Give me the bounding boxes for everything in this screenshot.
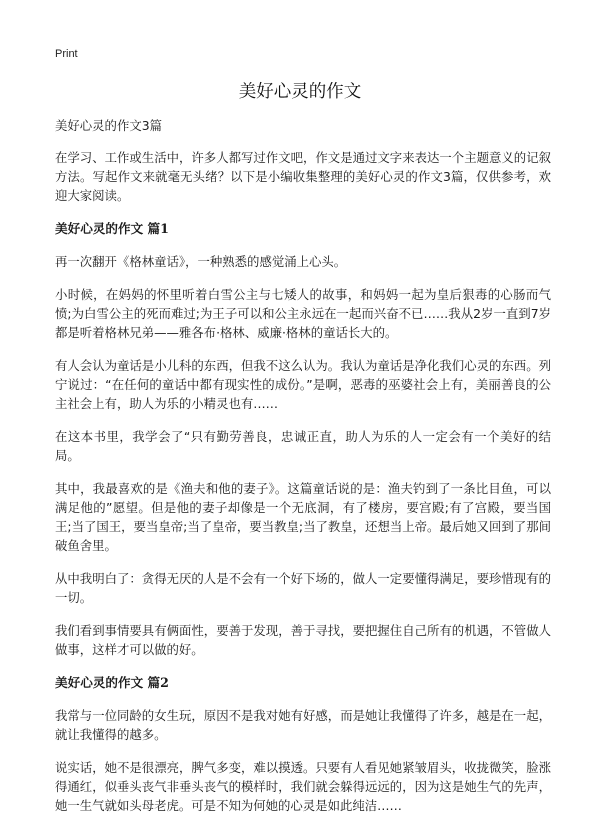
intro-paragraph: 在学习、工作或生活中，许多人都写过作文吧，作文是通过文字来表达一个主题意义的记叙方法。写起作文来就毫无头绪？以下是小编收集整理的美好心灵的作文3篇，仅供参考，欢迎大家阅读。 [55,150,551,203]
print-link[interactable]: Print [55,48,78,60]
paragraph: 再一次翻开《格林童话》，一种熟悉的感觉涌上心头。 [55,254,347,269]
paragraph: 其中，我最喜欢的是《渔夫和他的妻子》。这篇童话说的是：渔夫钓到了一条比目鱼，可以满足他的”愿望。但是他的妻子却像是一个无底洞，有了楼房，要宫殿;有了宫殿，要当国王;当了国王，要当皇帝;当了皇帝，要当教皇;当了教皇，还想当上帝。最后她又回到了那间破鱼舍里。 [55,481,551,553]
paragraph: 我常与一位同龄的女生玩，原因不是我对她有好感，而是她让我懂得了许多，越是在一起，就让我懂得的越多。 [55,708,551,742]
paragraph: 在这本书里，我学会了“只有勤劳善良，忠诚正直，助人为乐的人一定会有一个美好的结局。 [55,429,551,463]
article-subtitle: 美好心灵的作文3篇 [55,118,163,133]
paragraph: 我们看到事情要具有俩面性，要善于发现，善于寻找，要把握住自己所有的机遇，不管做人做事，这样才可以做的好。 [55,623,551,657]
paragraph: 有人会认为童话是小儿科的东西，但我不这么认为。我认为童话是净化我们心灵的东西。列宁说过：“在任何的童话中都有现实性的成份。”是啊，恶毒的巫婆社会上有，美丽善良的公主社会上有，助人为乐的小精灵也有…… [55,358,551,411]
page-title: 美好心灵的作文 [238,82,362,102]
section-heading-1: 美好心灵的作文 篇1 [55,221,169,236]
paragraph: 说实话，她不是很漂亮，脾气多变，难以摸透。只要有人看见她紧皱眉头，收拢微笑，脸涨得通红，似垂头丧气非垂头丧气的模样时，我们就会躲得远远的，因为这是她生气的先声，她一生气就如头母老虎。可是不知为何她的心灵是如此纯洁…… [55,760,551,813]
paragraph: 从中我明白了：贪得无厌的人是不会有一个好下场的，做人一定要懂得满足，要珍惜现有的一切。 [55,571,551,605]
article-body [55,116,551,829]
paragraph: 小时候，在妈妈的怀里听着白雪公主与七矮人的故事，和妈妈一起为皇后狠毒的心肠而气愤;为白雪公主的死而难过;为王子可以和公主永远在一起而兴奋不已……我从2岁一直到7岁都是听着格林兄弟——雅各布·格林、威廉·格林的童话长大的。 [55,287,551,340]
section-heading-2: 美好心灵的作文 篇2 [55,675,169,690]
